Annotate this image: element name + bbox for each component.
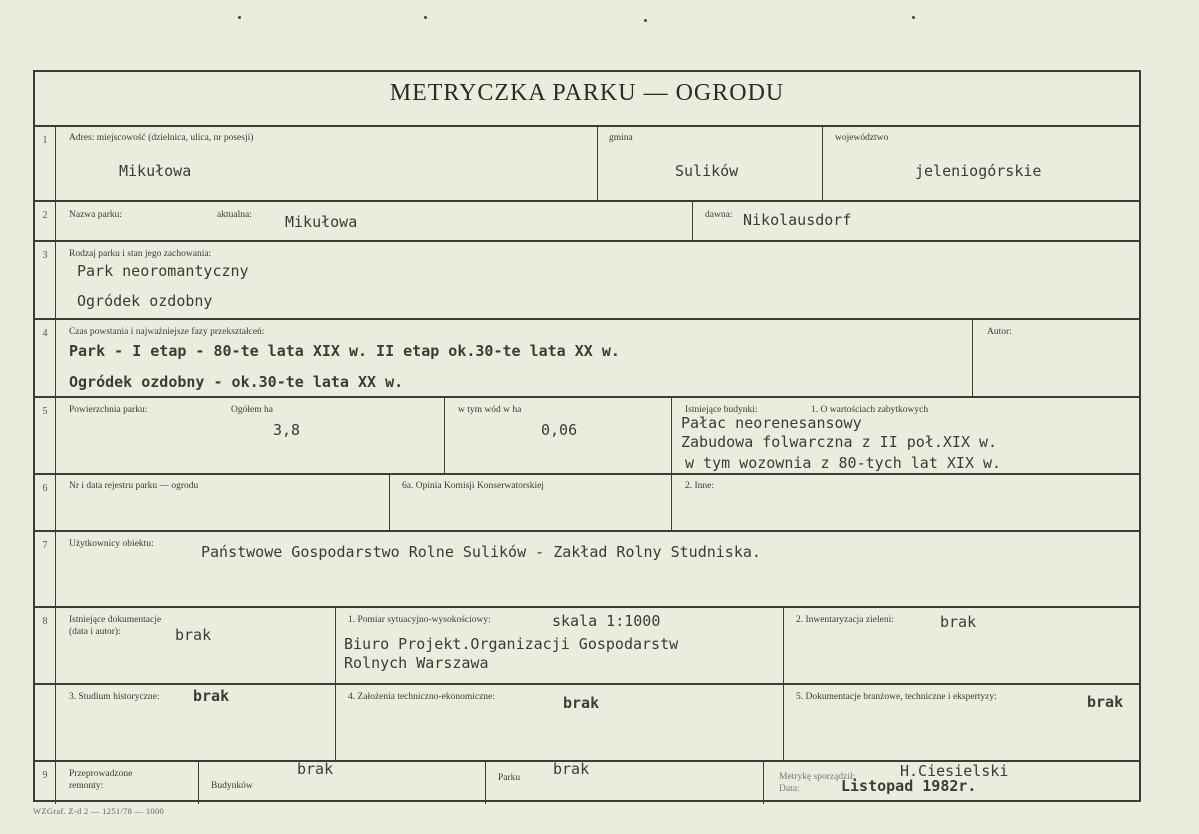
date-value: Listopad 1982r. [841, 777, 977, 795]
former-name-label: dawna: [705, 210, 733, 220]
renovations-label: Przeprowadzone [69, 769, 133, 779]
park-renovation-value: brak [553, 760, 590, 778]
users-value: Państwowe Gospodarstwo Rolne Sulików - Zakład Rolny Studniska. [201, 543, 761, 561]
commission-opinion-label: 6a. Opinia Komisji Konserwatorskiej [402, 481, 544, 491]
buildings-renovation-label: Budynków [211, 781, 253, 791]
users-label: Użytkownicy obiektu: [69, 539, 154, 549]
cell-divider [444, 396, 445, 473]
row-divider [35, 240, 1139, 242]
row-divider [35, 473, 1139, 475]
row-divider [35, 396, 1139, 398]
address-value: Mikułowa [119, 162, 192, 180]
speck [644, 19, 647, 22]
survey-line2: Biuro Projekt.Organizacji Gospodarstw [344, 635, 679, 653]
row-number: 6 [42, 483, 48, 494]
historical-study-value: brak [193, 687, 230, 705]
docs-label-sub: (data i autor): [69, 627, 121, 637]
row-number: 3 [42, 250, 48, 261]
history-line2: Ogródek ozdobny - ok.30-te lata XX w. [69, 373, 404, 391]
address-label: Adres: miejscowość (dzielnica, ulica, nr posesji) [69, 133, 254, 143]
branch-docs-label: 5. Dokumentacje branżowe, techniczne i ekspertyzy: [796, 692, 997, 702]
survey-value: skala 1:1000 [552, 612, 661, 630]
total-area-value: 3,8 [273, 421, 301, 439]
row-number: 5 [42, 406, 48, 417]
cell-divider [389, 473, 390, 530]
gmina-value: Sulików [675, 162, 739, 180]
greenery-inventory-value: brak [940, 613, 977, 631]
cell-divider [671, 396, 672, 530]
current-name-label: aktualna: [217, 210, 252, 220]
cell-divider [822, 125, 823, 200]
history-label: Czas powstania i najważniejsze fazy przekształceń: [69, 327, 265, 337]
history-line1: Park - I etap - 80-te lata XIX w. II etap ok.30-te lata XX w. [69, 342, 620, 360]
row-divider [35, 125, 1139, 127]
park-type-line1: Park neoromantyczny [77, 262, 249, 280]
row-number: 8 [42, 616, 48, 627]
greenery-inventory-label: 2. Inwentaryzacja zieleni: [796, 615, 894, 625]
heritage-buildings-label: 1. O wartościach zabytkowych [811, 405, 929, 415]
tech-econ-label: 4. Założenia techniczno-ekonomiczne: [348, 692, 495, 702]
cell-divider [597, 125, 598, 200]
branch-docs-value: brak [1087, 693, 1124, 711]
row-divider [35, 200, 1139, 202]
cell-divider [198, 760, 199, 804]
gmina-label: gmina [609, 133, 633, 143]
voivodeship-value: jeleniogórskie [915, 162, 1042, 180]
survey-label: 1. Pomiar sytuacyjno-wysokościowy: [348, 615, 491, 625]
buildings-renovation-value: brak [297, 760, 334, 778]
row-number: 2 [42, 210, 48, 221]
docs-label: Istniejące dokumentacje [69, 615, 162, 625]
speck [912, 16, 915, 19]
historical-study-label: 3. Studium historyczne: [69, 692, 160, 702]
former-name-value: Nikolausdorf [743, 211, 852, 229]
register-label: Nr i data rejestru parku — ogrodu [69, 481, 199, 491]
current-name-value: Mikułowa [285, 213, 358, 231]
water-area-label: w tym wód w ha [458, 405, 522, 415]
print-footer: WZGraf. Z-d 2 — 1251/78 — 1000 [33, 806, 165, 816]
park-type-line2: Ogródek ozdobny [77, 292, 213, 310]
row-divider [35, 606, 1139, 608]
date-label: Data: [779, 784, 800, 794]
cell-divider [485, 760, 486, 804]
building-line2: Zabudowa folwarczna z II poł.XIX w. [681, 433, 998, 451]
row-divider [35, 318, 1139, 320]
author-label: Autor: [987, 327, 1012, 337]
row-number: 4 [42, 328, 48, 339]
park-record-form [33, 70, 1141, 802]
building-line1: Pałac neorenesansowy [681, 414, 862, 432]
form-title: METRYCZKA PARKU — OGRODU [389, 80, 785, 106]
water-area-value: 0,06 [541, 421, 578, 439]
row-number: 1 [42, 135, 48, 146]
area-label: Powierzchnia parku: [69, 405, 148, 415]
park-renovation-label: Parku [498, 773, 521, 783]
prepared-by-value: H.Ciesielski [900, 762, 1009, 780]
park-name-label: Nazwa parku: [69, 210, 123, 220]
cell-divider [972, 318, 973, 396]
cell-divider [692, 200, 693, 240]
row-divider [35, 530, 1139, 532]
other-label: 2. Inne: [685, 481, 715, 491]
survey-line3: Rolnych Warszawa [344, 654, 489, 672]
prepared-by-label: Metrykę sporządził: [779, 772, 856, 782]
row-divider [55, 683, 1139, 685]
renovations-label-sub: remonty: [69, 781, 104, 791]
voivodeship-label: województwo [835, 133, 889, 143]
row-number: 9 [42, 770, 48, 781]
building-line3: w tym wozownia z 80-tych lat XIX w. [685, 454, 1002, 472]
speck [238, 16, 241, 19]
park-type-label: Rodzaj parku i stan jego zachowania: [69, 249, 212, 259]
number-column-divider [55, 125, 56, 804]
cell-divider [763, 760, 764, 804]
speck [424, 16, 427, 19]
docs-value: brak [175, 626, 212, 644]
row-number: 7 [42, 540, 48, 551]
total-area-label: Ogółem ha [231, 405, 273, 415]
buildings-label: Istniejące budynki: [685, 405, 758, 415]
tech-econ-value: brak [563, 694, 600, 712]
